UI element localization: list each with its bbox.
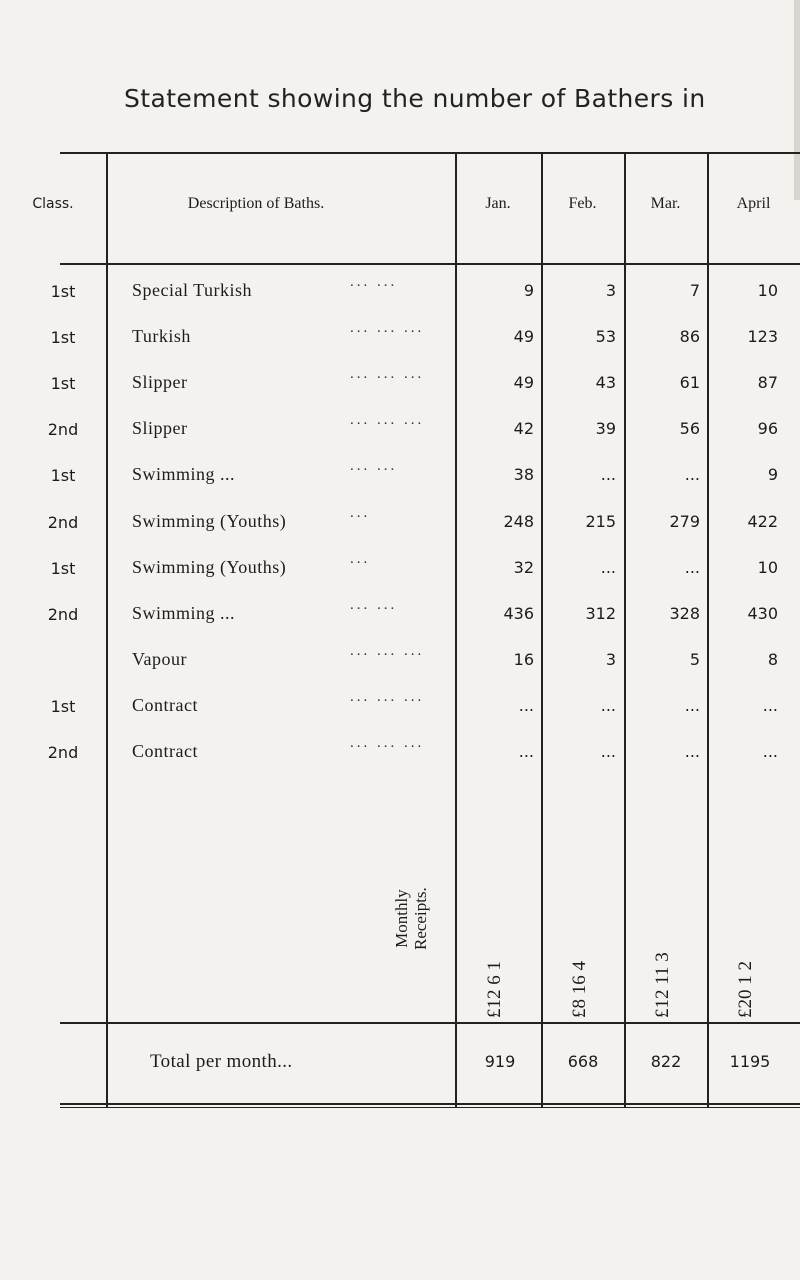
- row-description: Vapour: [132, 649, 187, 669]
- row-class: 2nd: [47, 743, 79, 762]
- row-description: Special Turkish: [132, 280, 253, 300]
- row-value-feb: 53: [595, 327, 616, 346]
- row-value-mar: ...: [684, 558, 700, 577]
- row-value-mar: ...: [684, 742, 700, 761]
- row-value-jan: 248: [503, 512, 534, 531]
- row-leader-dots: ... ...: [350, 597, 398, 613]
- receipts-rule: [60, 1022, 800, 1024]
- row-leader-dots: ... ... ...: [350, 412, 425, 428]
- row-description: Swimming (Youths): [132, 557, 287, 577]
- row-class: 2nd: [47, 420, 79, 439]
- receipts-label-line1: Monthly: [392, 889, 411, 948]
- row-value-feb: 3: [605, 281, 616, 300]
- row-value-april: ...: [762, 696, 778, 715]
- row-value-feb: 43: [595, 373, 616, 392]
- row-value-jan: 42: [513, 419, 534, 438]
- row-leader-dots: ...: [350, 505, 371, 521]
- top-rule: [60, 152, 800, 154]
- row-value-mar: 5: [689, 650, 700, 669]
- receipt-mar: £12 11 3: [652, 952, 673, 1018]
- page-edge: [794, 0, 800, 200]
- row-class: 1st: [50, 466, 76, 485]
- col-divider-3: [541, 152, 543, 1107]
- row-value-april: 9: [767, 465, 778, 484]
- receipt-april: £20 1 2: [735, 961, 756, 1018]
- row-description: Contract: [132, 695, 198, 715]
- row-value-mar: 86: [679, 327, 700, 346]
- row-class: 2nd: [47, 513, 79, 532]
- row-value-april: 430: [747, 604, 778, 623]
- col-divider-5: [707, 152, 709, 1107]
- row-leader-dots: ... ... ...: [350, 366, 425, 382]
- row-value-april: ...: [762, 742, 778, 761]
- row-leader-dots: ... ... ...: [350, 735, 425, 751]
- row-description: Turkish: [132, 326, 191, 346]
- total-feb: 668: [567, 1052, 599, 1071]
- row-value-feb: 39: [595, 419, 616, 438]
- row-value-feb: ...: [600, 742, 616, 761]
- header-mar: Mar.: [650, 195, 681, 212]
- header-description: Description of Baths.: [187, 195, 325, 212]
- row-leader-dots: ... ... ...: [350, 689, 425, 705]
- row-value-jan: 49: [513, 327, 534, 346]
- col-divider-4: [624, 152, 626, 1107]
- col-divider-1: [106, 152, 108, 1107]
- total-april: 1195: [729, 1052, 771, 1071]
- bottom-rule-1: [60, 1103, 800, 1105]
- total-mar: 822: [650, 1052, 682, 1071]
- row-value-feb: ...: [600, 465, 616, 484]
- row-value-feb: 3: [605, 650, 616, 669]
- bottom-rule-2: [60, 1107, 800, 1108]
- row-leader-dots: ... ...: [350, 458, 398, 474]
- row-leader-dots: ...: [350, 551, 371, 567]
- header-april: April: [736, 195, 771, 212]
- row-value-mar: 7: [689, 281, 700, 300]
- row-class: 2nd: [47, 605, 79, 624]
- row-value-april: 10: [757, 281, 778, 300]
- header-rule: [60, 263, 800, 265]
- row-value-april: 96: [757, 419, 778, 438]
- row-class: 1st: [50, 328, 76, 347]
- col-divider-2: [455, 152, 457, 1107]
- row-value-mar: 56: [679, 419, 700, 438]
- row-value-jan: 436: [503, 604, 534, 623]
- row-value-feb: ...: [600, 696, 616, 715]
- row-value-jan: 32: [513, 558, 534, 577]
- row-class: 1st: [50, 697, 76, 716]
- row-value-jan: 9: [523, 281, 534, 300]
- row-description: Contract: [132, 741, 198, 761]
- row-value-april: 10: [757, 558, 778, 577]
- row-value-mar: ...: [684, 465, 700, 484]
- row-description: Swimming (Youths): [132, 511, 287, 531]
- row-value-jan: 16: [513, 650, 534, 669]
- row-value-jan: 38: [513, 465, 534, 484]
- row-value-jan: ...: [518, 742, 534, 761]
- row-class: 1st: [50, 282, 76, 301]
- row-value-feb: ...: [600, 558, 616, 577]
- row-class: 1st: [50, 374, 76, 393]
- row-description: Swimming ...: [132, 464, 236, 484]
- receipts-label-line2: Receipts.: [411, 887, 430, 950]
- row-value-mar: 328: [669, 604, 700, 623]
- row-description: Swimming ...: [132, 603, 236, 623]
- header-feb: Feb.: [568, 195, 597, 212]
- total-jan: 919: [484, 1052, 516, 1071]
- receipt-feb: £8 16 4: [569, 961, 590, 1018]
- row-value-mar: ...: [684, 696, 700, 715]
- row-description: Slipper: [132, 418, 188, 438]
- monthly-receipts-label: [392, 887, 430, 950]
- total-label: Total per month...: [150, 1051, 293, 1072]
- row-value-april: 87: [757, 373, 778, 392]
- row-value-april: 422: [747, 512, 778, 531]
- row-value-feb: 312: [585, 604, 616, 623]
- receipt-jan: £12 6 1: [484, 961, 505, 1018]
- row-description: Slipper: [132, 372, 188, 392]
- row-leader-dots: ... ... ...: [350, 320, 425, 336]
- page-title: Statement showing the number of Bathers in: [124, 84, 706, 113]
- row-leader-dots: ... ... ...: [350, 643, 425, 659]
- row-value-mar: 279: [669, 512, 700, 531]
- header-class: Class.: [32, 196, 74, 212]
- row-value-feb: 215: [585, 512, 616, 531]
- row-value-jan: 49: [513, 373, 534, 392]
- row-leader-dots: ... ...: [350, 274, 398, 290]
- header-jan: Jan.: [485, 195, 511, 212]
- row-value-april: 123: [747, 327, 778, 346]
- row-value-april: 8: [767, 650, 778, 669]
- row-value-jan: ...: [518, 696, 534, 715]
- row-value-mar: 61: [679, 373, 700, 392]
- row-class: 1st: [50, 559, 76, 578]
